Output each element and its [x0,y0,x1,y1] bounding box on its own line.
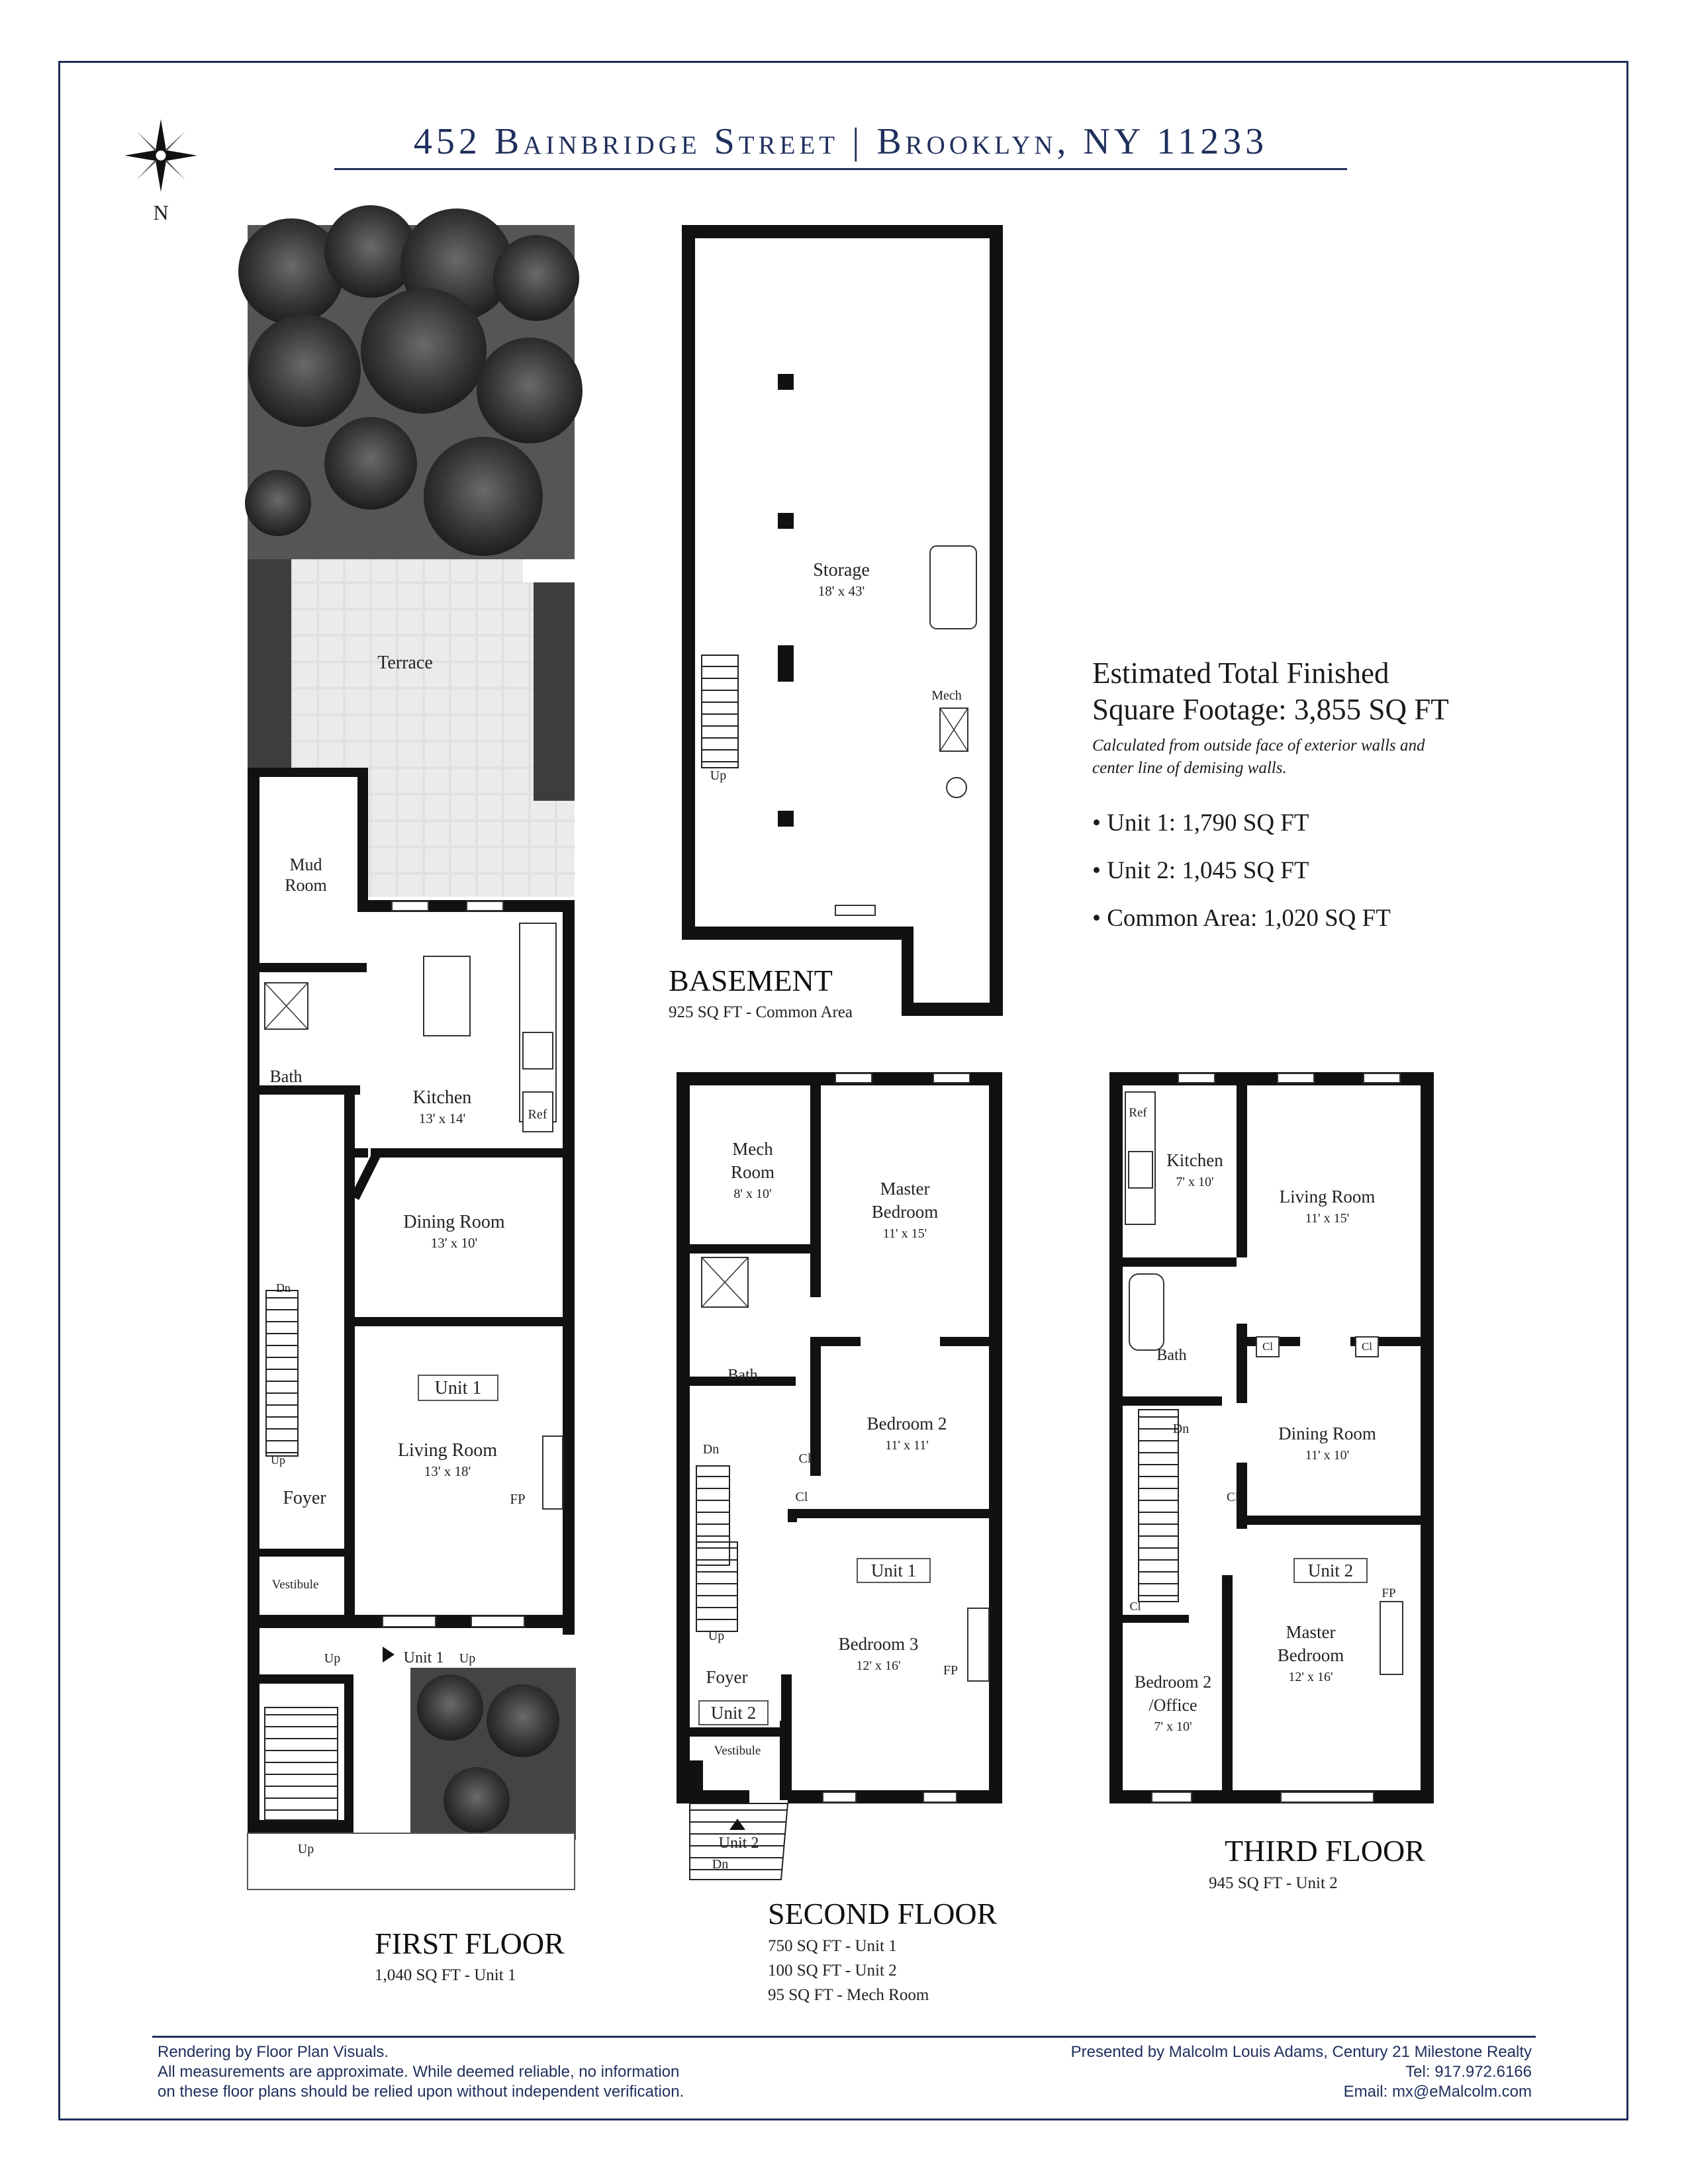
third-dn-label: Dn [1172,1422,1190,1436]
third-kitchen-dim: 7' x 10' [1176,1175,1214,1189]
floor-drain-icon [947,778,966,797]
bedroom-2-dim: 11' x 11' [885,1438,929,1453]
footer-left-line-1: Rendering by Floor Plan Visuals. [158,2043,389,2061]
boiler [930,546,976,629]
third-kitchen-label: Kitchen [1166,1150,1223,1170]
square-footage-summary [1092,655,1556,942]
second-unit-1-label: Unit 1 [870,1561,917,1580]
vestibule-label: Vestibule [271,1578,319,1592]
third-closet-b: Cl [1361,1340,1373,1353]
mech-room-label-2: Room [730,1162,775,1182]
footer-left-line-3: on these floor plans should be relied upon without independent verification. [158,2083,684,2101]
footer-disclaimer [158,2042,684,2102]
basement-stair [702,655,738,768]
sqft-heading-1: Estimated Total Finished [1092,657,1389,690]
bedroom-3-label: Bedroom 3 [838,1634,919,1654]
fireplace [543,1436,563,1509]
third-living-room-dim: 11' x 15' [1305,1211,1350,1226]
mech-room-dim: 8' x 10' [733,1187,772,1201]
storage-label: Storage [813,560,870,580]
second-floor-subtitle-1: 750 SQ FT - Unit 1 [768,1937,897,1955]
basement-subtitle: 925 SQ FT - Common Area [669,1003,853,1021]
dining-room-label: Dining Room [403,1212,505,1232]
unit-1-entry-label: Unit 1 [403,1649,444,1666]
third-floor-subtitle: 945 SQ FT - Unit 2 [1209,1874,1338,1892]
second-fireplace [968,1608,989,1681]
second-closet-b: Cl [795,1490,808,1504]
kitchen-label: Kitchen [412,1087,472,1108]
third-closet-d: Cl [1129,1600,1141,1613]
first-floor-title: FIRST FLOOR [375,1927,565,1960]
terrace-planter-left [248,559,291,768]
second-stair-down [696,1542,737,1631]
stoop-up-label: Up [297,1842,314,1856]
bedroom-3-dim: 12' x 16' [856,1659,901,1673]
fireplace-label: FP [510,1491,526,1507]
master-bedroom-label-1: Master [880,1179,930,1199]
sqft-note-2: center line of demising walls. [1092,759,1287,777]
footer-presenter: Presented by Malcolm Louis Adams, Century 21 Milestone Realty [1070,2043,1532,2061]
first-floor-plan [238,205,583,1889]
unit-2-entry-dn: Dn [712,1857,729,1872]
second-foyer-label: Foyer [706,1667,748,1687]
third-stair [1139,1410,1178,1602]
living-room-label: Living Room [397,1440,498,1461]
mech-room-label-1: Mech [732,1139,773,1159]
second-floor-subtitle-2: 100 SQ FT - Unit 2 [768,1962,897,1979]
footer-left-line-2: All measurements are approximate. While deemed reliable, no information [158,2063,680,2081]
footer-contact [1071,2042,1532,2102]
first-floor-subtitle: 1,040 SQ FT - Unit 1 [375,1966,516,1984]
terrace-planter-right [534,582,575,801]
third-bedroom-2-label-1: Bedroom 2 [1134,1672,1212,1692]
second-floor-title: SECOND FLOOR [768,1897,998,1931]
terrace-label: Terrace [377,653,433,673]
third-fireplace-label: FP [1382,1586,1396,1600]
stoop-stairs [265,1707,338,1820]
compass-north-label: N [153,201,169,224]
foyer-label: Foyer [283,1488,326,1508]
basement-columns [778,374,794,827]
unit-2-entry-label: Unit 2 [718,1835,759,1852]
second-bath-label: Bath [727,1367,758,1384]
second-unit-2-label: Unit 2 [710,1703,757,1723]
stair-dn-label: Dn [276,1281,291,1295]
kitchen-island [424,956,470,1036]
bathtub [1129,1274,1164,1350]
page-title: 452 Bainbridge Street | Brooklyn, NY 11233 [413,121,1268,162]
sqft-unit-1: • Unit 1: 1,790 SQ FT [1092,809,1309,837]
second-up-label: Up [708,1629,725,1643]
mud-room-label-1: Mud [289,855,322,874]
bath-label: Bath [269,1067,303,1086]
third-closet-a: Cl [1262,1340,1274,1353]
mech-label: Mech [931,688,962,703]
third-master-label-2: Bedroom [1277,1645,1344,1665]
third-living-room-label: Living Room [1279,1187,1376,1206]
sqft-common-area: • Common Area: 1,020 SQ FT [1092,905,1391,932]
terrace-pavers [291,559,575,897]
footer-phone: Tel: 917.972.6166 [1405,2063,1532,2081]
storage-dim: 18' x 43' [818,583,865,599]
basement-title: BASEMENT [669,964,833,997]
second-closet-a: Cl [798,1451,812,1466]
third-dining-room-label: Dining Room [1278,1424,1376,1443]
third-closet-c: Cl [1227,1490,1239,1504]
first-floor-stair [266,1291,298,1456]
footer-email[interactable]: Email: mx@eMalcolm.com [1343,2083,1532,2101]
living-room-dim: 13' x 18' [424,1463,471,1479]
mud-room-label-2: Room [285,876,327,895]
stair-up-label: Up [271,1453,285,1467]
sqft-heading-2: Square Footage: 3,855 SQ FT [1092,693,1449,726]
master-bedroom-label-2: Bedroom [871,1202,939,1222]
second-fireplace-label: FP [943,1663,959,1678]
dining-room-dim: 13' x 10' [430,1235,478,1251]
sqft-note-1: Calculated from outside face of exterior walls and [1092,737,1425,754]
sidewalk-area [248,1833,575,1889]
master-bedroom-dim: 11' x 15' [882,1226,927,1241]
ref-label: Ref [528,1107,547,1122]
unit-1-label: Unit 1 [434,1378,482,1398]
second-floor-subtitle-3: 95 SQ FT - Mech Room [768,1986,929,2004]
second-dn-label: Dn [702,1442,720,1457]
third-master-label-1: Master [1286,1622,1336,1642]
basement-up-label: Up [710,768,727,783]
third-dining-room-dim: 11' x 10' [1305,1448,1350,1463]
entry-up-label-1: Up [324,1651,341,1666]
entry-up-label-2: Up [459,1651,476,1666]
second-vestibule-label: Vestibule [714,1744,761,1758]
third-bath-label: Bath [1156,1347,1187,1364]
third-ref-label: Ref [1129,1106,1147,1120]
third-bedroom-2-dim: 7' x 10' [1154,1719,1192,1734]
third-unit-2-label: Unit 2 [1307,1561,1354,1580]
second-floor-plan [677,1072,1002,1880]
sqft-unit-2: • Unit 2: 1,045 SQ FT [1092,857,1309,884]
basement-plan [682,225,1003,1016]
bedroom-2-label: Bedroom 2 [867,1414,947,1433]
kitchen-dim: 13' x 14' [418,1111,466,1126]
third-master-dim: 12' x 16' [1288,1670,1333,1684]
third-floor-title: THIRD FLOOR [1225,1834,1425,1868]
third-floor-plan [1109,1072,1434,1803]
third-fireplace [1380,1602,1403,1674]
third-bedroom-2-label-2: /Office [1149,1696,1197,1715]
kitchen-range [523,1032,553,1069]
entry-arrow-icon [383,1647,395,1662]
footer-divider [152,2036,1536,2038]
